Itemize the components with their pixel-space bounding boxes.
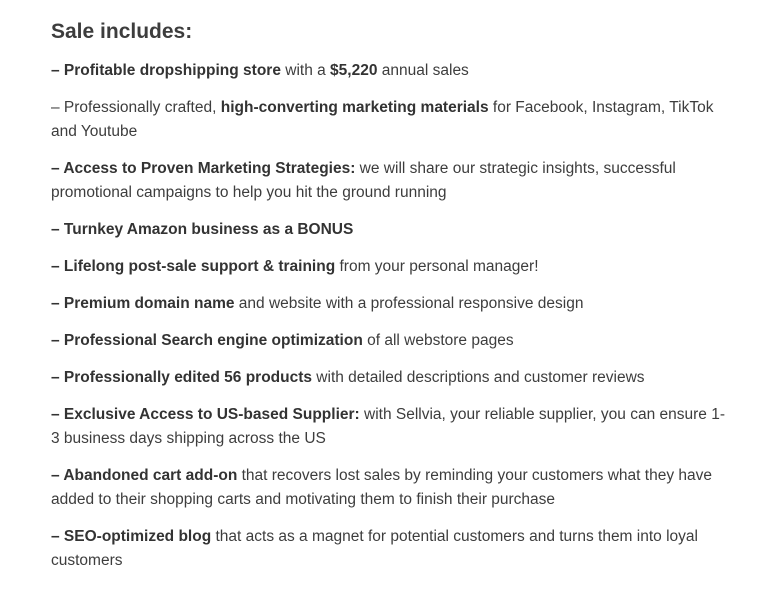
- item-bold: – Professional Search engine optimization: [51, 332, 363, 349]
- section-title: Sale includes:: [51, 20, 193, 43]
- item-text: from your personal manager!: [335, 258, 539, 275]
- list-item-domain-name: [51, 292, 728, 316]
- item-bold: – Access to Proven Marketing Strategies:: [51, 160, 356, 177]
- item-text: that acts as a magnet for potential customers and turns them into loyal customers: [51, 528, 698, 569]
- item-text: annual sales: [377, 62, 469, 79]
- list-item-profitable-store: [51, 59, 728, 83]
- item-text: that recovers lost sales by reminding your customers what they have added to their shopping carts and motivating them to finish their purchase: [51, 467, 712, 508]
- item-text: of all webstore pages: [362, 332, 514, 349]
- item-bold: high-converting marketing materials: [220, 99, 489, 116]
- item-bold: – Profitable dropshipping store: [51, 62, 281, 79]
- item-text: with Sellvia, your reliable supplier, you can ensure 1-3 business days shipping across the US: [51, 406, 725, 447]
- list-item-blog: [51, 525, 728, 573]
- item-bold: – Abandoned cart add-on: [51, 467, 238, 484]
- list-item-abandoned-cart: [51, 464, 728, 512]
- list-item-marketing-materials: [51, 96, 728, 144]
- item-bold: – Premium domain name: [51, 295, 235, 312]
- feature-list: [51, 59, 728, 573]
- item-text: and website with a professional responsive design: [234, 295, 584, 312]
- list-item-seo: [51, 329, 728, 353]
- list-item-products: [51, 366, 728, 390]
- item-text: with detailed descriptions and customer reviews: [312, 369, 645, 386]
- item-text: with a: [280, 62, 331, 79]
- list-item-amazon-bonus: [51, 218, 728, 242]
- item-text: for Facebook, Instagram, TikTok and Youtube: [51, 99, 714, 140]
- list-item-support-training: [51, 255, 728, 279]
- item-bold: – Turnkey Amazon business as a BONUS: [51, 221, 354, 238]
- item-text: – Professionally crafted,: [51, 99, 221, 116]
- list-item-marketing-strategies: [51, 157, 728, 205]
- item-bold: – Exclusive Access to US-based Supplier:: [51, 406, 360, 423]
- item-bold: – Professionally edited 56 products: [51, 369, 312, 386]
- item-bold: – Lifelong post-sale support & training: [51, 258, 336, 275]
- item-price: $5,220: [330, 62, 378, 79]
- item-text: we will share our strategic insights, successful promotional campaigns to help you hit the ground running: [51, 160, 676, 201]
- item-bold: – SEO-optimized blog: [51, 528, 212, 545]
- list-item-supplier: [51, 403, 728, 451]
